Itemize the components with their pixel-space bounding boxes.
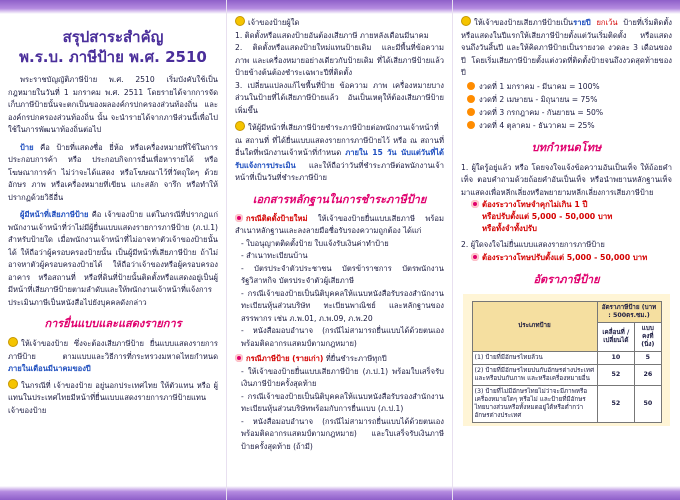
condition-item-1: 1. ติดตั้งหรือแสดงป้ายอันต้องเสียภาษี ภายหลังเดือนมีนาคม — [235, 30, 429, 40]
row-rate-fixed: 50 — [635, 385, 661, 422]
row-rate-moving: 10 — [597, 351, 635, 364]
page-title: สรุปสาระสำคัญ — [62, 28, 164, 46]
target-icon — [471, 200, 479, 208]
page-subtitle: พ.ร.บ. ภาษีป้าย พ.ศ. 2510 — [19, 48, 207, 66]
definition-text: คือ ป้ายที่แสดงชื่อ ยี่ห้อ หรือเครื่องหมายที่ใช้ในการประกอบการค้า หรือ ประกอบกิจการอื่นเพื่อหารายได้ หรือ โฆษณาการค้า ไม่ว่าจะได้แสดง หรือโฆษณาไว้ที่วัตถุใดๆ ด้วยอักษร ภาพ หรือเครื่องหมายที่เขียน แกะสลัก จารึก หรือทำให้ปรากฏด้วยวิธีอื่น — [8, 142, 218, 202]
filing-item-2-text: ในกรณีที่ เจ้าของป้าย อยู่นอกประเทศไทย ให้ตัวแทน หรือ ผู้แทนในประเทศไทยมีหน้าที่ยื่นแบบแสดงรายการภาษีป้ายแทนเจ้าของป้าย — [8, 380, 218, 415]
top-wave-decoration — [227, 0, 452, 14]
person-icon — [235, 16, 245, 26]
rate-period-2-text: งวดที่ 2 เมษายน - มิถุนายน = 75% — [479, 94, 598, 104]
condition-item-3: 3. เปลี่ยนแปลงแก้ไขพื้นที่ป้าย ข้อความ ภาพ เครื่องหมายบางส่วนในป้ายที่ได้เสียภาษีป้ายแล้ว อันเป็นเหตุให้ต้องเสียภาษีป้ายเพิ่มขึ้น — [235, 80, 444, 115]
payment-deadline: ภายใน 15 วัน นับแต่วันที่ได้รับแจ้งการประเมิน — [235, 148, 444, 170]
panel-documents — [227, 0, 453, 500]
filing-deadline: ภายในเดือนมีนาคมของปี — [8, 364, 91, 373]
row-rate-moving: 52 — [597, 364, 635, 385]
old-sign-case-label: กรณีภาษีป้าย (รายเก่า) — [246, 354, 324, 363]
header-rate: อัตราภาษีป้าย (บาท : 500ตร.ซม.) — [597, 301, 661, 322]
table-row — [472, 364, 661, 385]
old-doc-item-3: - หนังสือมอบอำนาจ (กรณีไม่สามารถยื่นแบบได้ด้วยตนเองพร้อมติดอากรแสตมป์ตามกฎหมาย) และใบเสร็จรับเงินภาษีป้ายครั้งสุดท้าย (ถ้ามี) — [241, 416, 444, 451]
bullet-dot-icon — [467, 121, 475, 129]
new-doc-item-5: - หนังสือมอบอำนาจ (กรณีไม่สามารถยื่นแบบได้ด้วยตนเองพร้อมติดอากรแสตมป์ตามกฎหมาย) — [241, 326, 444, 348]
bullet-dot-icon — [467, 95, 475, 103]
new-doc-item-3: - บัตรประจำตัวประชาชน บัตรข้าราชการ บัตรพนักงานรัฐวิสาหกิจ บัตรประจำตัวผู้เสียภาษี — [241, 263, 444, 285]
section-rate-heading: อัตราภาษีป้าย — [533, 272, 600, 286]
top-wave-decoration — [453, 0, 680, 14]
new-doc-item-4: - กรณีเจ้าของป้ายเป็นนิติบุคคลให้แนบหนังสือรับรองสำนักงานทะเบียนหุ้นส่วนบริษัท ทะเบียนพาณิชย์ และหลักฐานของสรรพากร เช่น ภ.พ.01, ภ.พ.09, ภ.พ.20 — [241, 288, 444, 323]
definition-label: ป้าย — [20, 142, 34, 152]
payment-duty-tail: และให้ถือว่าวันที่ชำระภาษีต่อพนักงานเจ้าหน้าที่เป็นวันที่ชำระภาษีป้าย — [235, 160, 444, 182]
rate-period-1-text: งวดที่ 1 มกราคม - มีนาคม = 100% — [479, 81, 600, 91]
annual-tax-paragraph — [461, 16, 672, 80]
penalty-2-fine-text: ต้องระวางโทษปรับตั้งแต่ 5,000 - 50,000 บาท — [482, 252, 648, 262]
rate-table — [472, 301, 662, 423]
annual-tax-text: ป้ายที่เริ่มติดตั้งหรือแสดงในปีแรกให้เสียภาษีป้ายตั้งแต่วันเริ่มติดตั้ง หรือแสดงจนถึงวันสิ้นปี และให้คิดภาษีป้ายเป็นรายงวด งวดละ 3 เดือนของปี โดยเริ่มเสียภาษีป้ายตั้งแต่งวดที่ติดตั้งป้ายจนถึงงวดสุดท้ายของปี — [461, 18, 672, 77]
panel-rates — [453, 0, 680, 500]
header-sign-type: ประเภทป้าย — [472, 301, 597, 351]
old-sign-case-text: ที่ยื่นชำระภาษีทุกปี — [323, 354, 387, 363]
person-icon — [8, 379, 18, 389]
old-doc-item-1: - ให้เจ้าของป้ายยื่นแบบเสียภาษีป้าย (ภ.ป.1) พร้อมใบเสร็จรับเงินภาษีป้ายครั้งสุดท้าย — [241, 366, 444, 388]
exception-label: ยกเว้น — [590, 18, 618, 27]
row-type: (1) ป้ายที่มีอักษรไทยล้วน — [472, 351, 597, 364]
penalty-2-text: 2. ผู้ใดจงใจไม่ยื่นแบบแสดงรายการภาษีป้าย — [461, 240, 605, 249]
filing-item-1-text: ให้เจ้าของป้าย ซึ่งจะต้องเสียภาษีป้าย ยื่นแบบแสดงรายการภาษีป้าย ตามแบบและวิธีการที่กระทรวงมหาดไทยกำหนด — [8, 339, 218, 361]
target-icon — [235, 214, 243, 222]
annual-tax-intro: ให้เจ้าของป้ายเสียภาษีป้ายเป็น — [474, 18, 574, 27]
section-filing-heading: การยื่นแบบและแสดงรายการ — [44, 317, 182, 330]
rate-period-3-text: งวดที่ 3 กรกฎาคม - กันยายน = 50% — [479, 107, 604, 117]
payment-duty-text: ให้ผู้มีหน้าที่เสียภาษีป้ายชำระภาษีป้ายต่อพนักงานเจ้าหน้าที่ ณ สถานที่ ที่ได้ยื่นแบบแสดงรายการภาษีป้ายไว้ หรือ ณ สถานที่อื่นใดที่พนักงานเจ้าหน้าที่กำหนด — [235, 123, 444, 157]
bottom-wave-decoration — [0, 486, 226, 500]
penalty-1-both: หรือทั้งจำทั้งปรับ — [482, 224, 537, 233]
taxpayer-text: คือ เจ้าของป้าย แต่ในกรณีที่ปรากฏแก่พนักงานเจ้าหน้าที่ว่าไม่มีผู้ยื่นแบบแสดงรายการภาษีป้าย (ภ.ป.1) สำหรับป้ายใด เมื่อพนักงานเจ้าหน้าที่ไม่อาจหาตัวเจ้าของป้ายนั้นได้ ให้ถือว่าผู้ครอบครองป้ายนั้น เป็นผู้มีหน้าที่เสียภาษีป้าย ถ้าไม่อาจหาตัวผู้ครอบครองป้ายได้ ให้ถือว่าเจ้าของหรือผู้ครอบครองอาคาร หรือสถานที่ หรือที่ดินที่ป้ายนั้นติดตั้งหรือแสดงอยู่เป็นผู้มีหน้าที่เสียภาษีป้ายตามลำดับและให้พนักงานเจ้าหน้าที่แจ้งการประเมินภาษีเป็นหนังสือไปยังบุคคลดังกล่าว — [8, 210, 218, 307]
panel-summary — [0, 0, 227, 500]
person-icon — [235, 121, 245, 131]
old-sign-case — [235, 353, 444, 366]
filing-item-2 — [8, 379, 218, 418]
definition-paragraph — [8, 142, 218, 205]
taxpayer-label: ผู้มีหน้าที่เสียภาษีป้าย — [20, 210, 89, 219]
new-doc-item-2: - สำเนาทะเบียนบ้าน — [241, 251, 308, 260]
filing-item-1 — [8, 337, 218, 376]
target-icon — [471, 253, 479, 261]
old-doc-item-2: - กรณีเจ้าของป้ายเป็นนิติบุคคลให้แนบหนังสือรับรองสำนักงานทะเบียนหุ้นส่วนบริษัทพร้อมกับการยื่นแบบ (ภ.ป.1) — [241, 391, 444, 413]
penalty-1-fine: หรือปรับตั้งแต่ 5,000 - 50,000 บาท — [482, 212, 613, 221]
bullet-dot-icon — [467, 82, 475, 90]
rate-period-4 — [467, 119, 672, 132]
table-row — [472, 351, 661, 364]
person-icon — [461, 16, 471, 26]
row-type: (2) ป้ายที่มีอักษรไทยปนกับอักษรต่างประเทศ และหรือปนกับภาพ และหรือเครื่องหมายอื่น — [472, 364, 597, 385]
header-moving: เคลื่อนที่ / เปลี่ยนได้ — [597, 322, 635, 351]
bottom-wave-decoration — [453, 486, 680, 500]
row-rate-fixed: 26 — [635, 364, 661, 385]
new-sign-case-label: กรณีติดตั้งป้ายใหม่ — [246, 213, 308, 223]
bottom-wave-decoration — [227, 486, 452, 500]
intro-paragraph: พระราชบัญญัติภาษีป้าย พ.ศ. 2510 เริ่มบังคับใช้เป็นกฎหมายในวันที่ 1 มกราคม พ.ศ. 2511 โดยรายได้จากการจัดเก็บภาษีป้ายนั้นจะตกเป็นของผลองค์กรปกครองส่วนท้องถิ่น และองค์กรปกครองส่วนท้องถิ่น นั้น จะนำรายได้จากภาษีส่วนนี้เพื่อไปใช้ในการพัฒนาท้องถิ่นต่อไป — [8, 75, 218, 134]
person-icon — [8, 337, 18, 347]
section-documents-heading: เอกสารหลักฐานในการชำระภาษีป้าย — [252, 192, 427, 206]
owner-intro-text: เจ้าของป้ายผู้ใด — [248, 18, 300, 27]
section-penalty-heading: บทกำหนดโทษ — [531, 140, 602, 154]
penalty-1-text: 1. ผู้ใดรู้อยู่แล้ว หรือ โดยจงใจแจ้งข้อความอันเป็นเท็จ ให้ถ้อยคำเท็จ ตอบคำถามด้วยถ้อยคำอันเป็นเท็จ หรือนำพยานหลักฐานเท็จมาแสดงเพื่อหลีกเลี่ยงหรือพยายามหลีกเลี่ยงการเสียภาษีป้าย — [461, 162, 672, 197]
condition-item-2: 2. ติดตั้งหรือแสดงป้ายใหม่แทนป้ายเดิม และมีพื้นที่ข้อความ ภาพ และเครื่องหมายอย่างเดียวกับป้ายเดิม ที่ได้เสียภาษีป้ายแล้ว ป้ายข้างต้นต้องชำระเฉพาะปีที่ติดตั้ง — [235, 43, 444, 77]
annual-label: รายปี — [573, 18, 591, 27]
row-rate-fixed: 5 — [635, 351, 661, 364]
new-sign-case — [235, 213, 444, 238]
header-fixed: แบบคงที่ (นิ่ง) — [635, 322, 661, 351]
penalty-1-prison-text: ต้องระวางโทษจำคุกไม่เกิน 1 ปี — [482, 200, 588, 209]
top-wave-decoration — [0, 0, 226, 14]
rate-period-1 — [467, 80, 672, 93]
penalty-2-fine — [471, 252, 672, 264]
bullet-dot-icon — [467, 108, 475, 116]
target-icon — [235, 354, 243, 362]
table-row — [472, 385, 661, 422]
rate-period-4-text: งวดที่ 4 ตุลาคม - ธันวาคม = 25% — [479, 120, 595, 130]
new-doc-item-1: - ใบอนุญาตติดตั้งป้าย ใบแจ้งรับเงินค่าทำป้าย — [241, 238, 389, 248]
owner-intro — [235, 16, 444, 30]
payment-duty-paragraph — [235, 121, 444, 185]
row-type: (3) ป้ายที่ไม่มีอักษรไทยไม่ว่าจะมีภาพหรือเครื่องหมายใดๆ หรือไม่ และป้ายที่มีอักษรไทยบางส่วนหรือทั้งหมดอยู่ใต้หรือต่ำกว่าอักษรต่างประเทศ — [472, 385, 597, 422]
new-sign-case-text: ให้เจ้าของป้ายยื่นแบบเสียภาษี พร้อมสำเนาหลักฐานและลงลายมือชื่อรับรองความถูกต้อง ได้แก่ — [235, 213, 444, 235]
rate-table-container — [463, 294, 670, 426]
rate-period-2 — [467, 93, 672, 106]
rate-period-3 — [467, 106, 672, 119]
table-header-row — [472, 301, 661, 322]
penalty-1-prison — [471, 199, 672, 211]
row-rate-moving: 52 — [597, 385, 635, 422]
taxpayer-paragraph — [8, 209, 218, 309]
